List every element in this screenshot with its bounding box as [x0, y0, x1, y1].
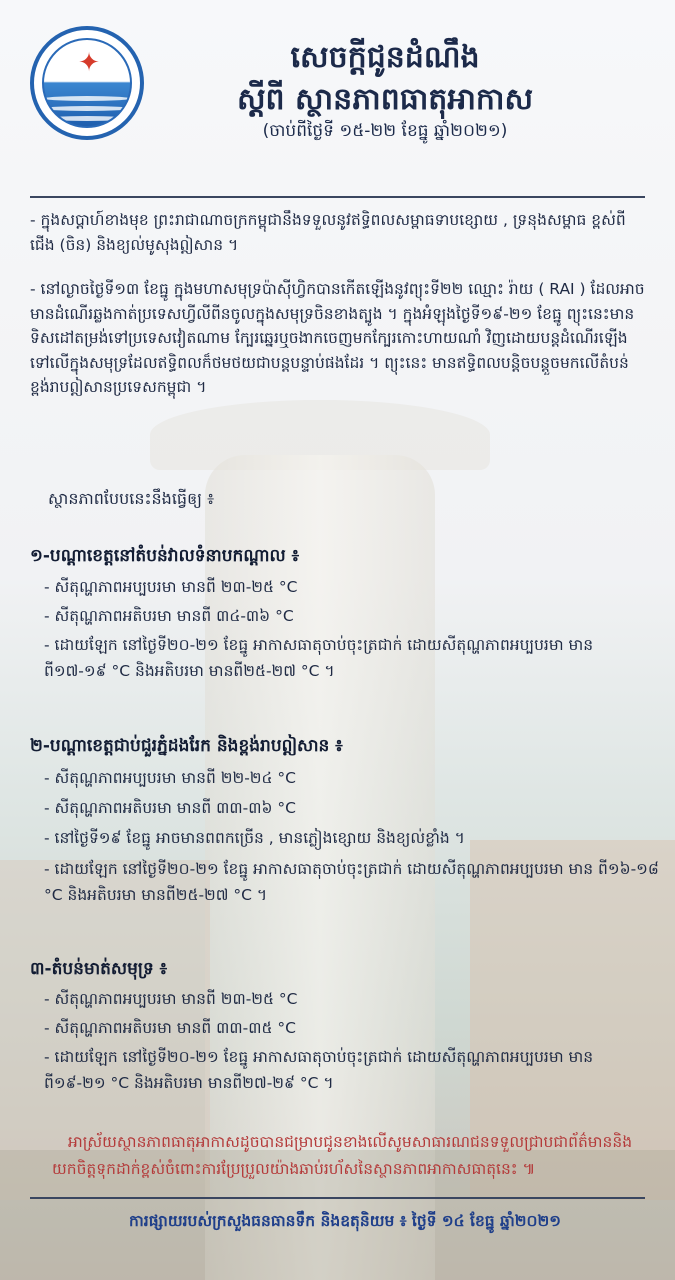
intro-paragraph-1: - ក្នុងសប្តាហ៍ខាងមុខ ព្រះរាជាណាចក្រកម្ពុជានឹងទទួលនូវឥទ្ធិពលសម្ពាធទាបខ្សោយ , ទ្រនុងសម្ពាធ ខ្ពស់ពីជើង (ចិន) និងខ្យល់មូសុងឦសាន ។ — [30, 211, 626, 254]
wave-line — [44, 96, 130, 101]
section-heading: ១-បណ្តាខេត្តនៅតំបន់វាលទំនាបកណ្តាល ៖ — [30, 546, 300, 566]
ministry-seal-icon — [30, 26, 144, 140]
lead-text: ស្ថានភាពបែបនេះនឹងធ្វើឲ្យ ៖ — [48, 489, 215, 508]
section-heading: ២-បណ្តាខេត្តជាប់ជួរភ្នំដងរែក និងខ្ពង់រាបឦសាន ៖ — [30, 736, 343, 756]
page-title: សេចក្តីជូនដំណឹង — [290, 40, 480, 75]
section-heading: ៣-តំបន់មាត់សមុទ្រ ៖ — [30, 959, 168, 979]
divider — [30, 196, 645, 198]
issuer-footer: ការផ្សាយរបស់ក្រសួងធនធានទឹក និងឧតុនិយម ៖ ថ្ងៃទី ១៤ ខែធ្នូ ឆ្នាំ២០២១ — [129, 1212, 561, 1230]
list-item: - សីតុណ្ហភាពអប្បបរមា មានពី ២៣-២៥ °C — [44, 578, 298, 596]
wave-line — [44, 106, 130, 111]
list-item: - សីតុណ្ហភាពអប្បបរមា មានពី ២៣-២៥ °C — [44, 990, 298, 1008]
list-item: - ដោយឡែក នៅថ្ងៃទី២០-២១ ខែធ្នូ អាកាសធាតុចាប់ចុះត្រជាក់ ដោយសីតុណ្ហភាពអប្បបរមា មាន ពី១៦-១៨ °C និងអតិបរមា មានពី២៥-២៧ °C ។ — [44, 860, 659, 904]
list-item: - ដោយឡែក នៅថ្ងៃទី២០-២១ ខែធ្នូ អាកាសធាតុចាប់ចុះត្រជាក់ ដោយសីតុណ្ហភាពអប្បបរមា មាន ពី១៩-២១ °C និងអតិបរមា មានពី២៧-២៩ °C ។ — [44, 1048, 594, 1092]
page-subject: ស្តីពី ស្ថានភាពធាតុអាកាស — [236, 82, 534, 117]
list-item: - សីតុណ្ហភាពអតិបរមា មានពី ៣៣-៣៦ °C — [44, 799, 296, 817]
list-item: - នៅថ្ងៃទី១៩ ខែធ្នូ អាចមានពពកច្រើន , មានភ្លៀងខ្សោយ និងខ្យល់ខ្លាំង ។ — [44, 829, 465, 847]
date-range: (ចាប់ពីថ្ងៃទី ១៥-២២ ខែធ្នូ ឆ្នាំ២០២១) — [262, 121, 508, 141]
wave-line — [44, 116, 130, 121]
compass-star-icon: ✦ — [78, 48, 100, 78]
public-notice: អាស្រ័យស្ថានភាពធាតុអាកាសដូចបានជម្រាបជូនខាងលើសូមសាធារណជនទទួលជ្រាបជាព័ត៌មាននិង យកចិត្តទុកដាក់ខ្ពស់ចំពោះការប្រែប្រួលយ៉ាងឆាប់រហ័សនៃស្ថានភាពអាកាសធាតុនេះ ៕ — [52, 1133, 633, 1178]
divider — [30, 1197, 645, 1199]
list-item: - សីតុណ្ហភាពអតិបរមា មានពី ៣៤-៣៦ °C — [44, 607, 294, 625]
list-item: - ដោយឡែក នៅថ្ងៃទី២០-២១ ខែធ្នូ អាកាសធាតុចាប់ចុះត្រជាក់ ដោយសីតុណ្ហភាពអប្បបរមា មាន ពី១៧-១៩ °C និងអតិបរមា មានពី២៥-២៧ °C ។ — [44, 636, 594, 680]
intro-paragraph-2: - នៅល្ងាចថ្ងៃទី១៣ ខែធ្នូ ក្នុងមហាសមុទ្រប៉ាស៊ីហ្វិកបានកើតឡើងនូវព្យុះទី២២ ឈ្មោះ រ៉ាយ ( RAI ) ដែលអាចមានដំណើរឆ្លងកាត់ប្រទេសហ្វីលីពីនចូលក្នុងសមុទ្រចិនខាងត្បូង ។ ក្នុងអំឡុងថ្ងៃទី១៩-២១ ខែធ្នូ ព្យុះនេះមានទិសដៅតម្រង់ទៅប្រទេសវៀតណាម ក្បែរឆ្នេរឬចងាកចេញមកក្បែរកោះហាយណាំ វិញដោយបន្តដំណើរឡើងទៅលើក្នុងសមុទ្រដែលឥទ្ធិពលក៏ថមថយជាបន្តបន្ទាប់ផងដែរ ។ ព្យុះនេះ មានឥទ្ធិពលបន្តិចបន្តួចមកលើតំបន់ខ្ពង់រាបឦសានប្រទេសកម្ពុជា ។ — [30, 280, 645, 396]
list-item: - សីតុណ្ហភាពអតិបរមា មានពី ៣៣-៣៥ °C — [44, 1019, 296, 1037]
list-item: - សីតុណ្ហភាពអប្បបរមា មានពី ២២-២៤ °C — [44, 769, 296, 787]
seal-emblem — [42, 38, 132, 128]
